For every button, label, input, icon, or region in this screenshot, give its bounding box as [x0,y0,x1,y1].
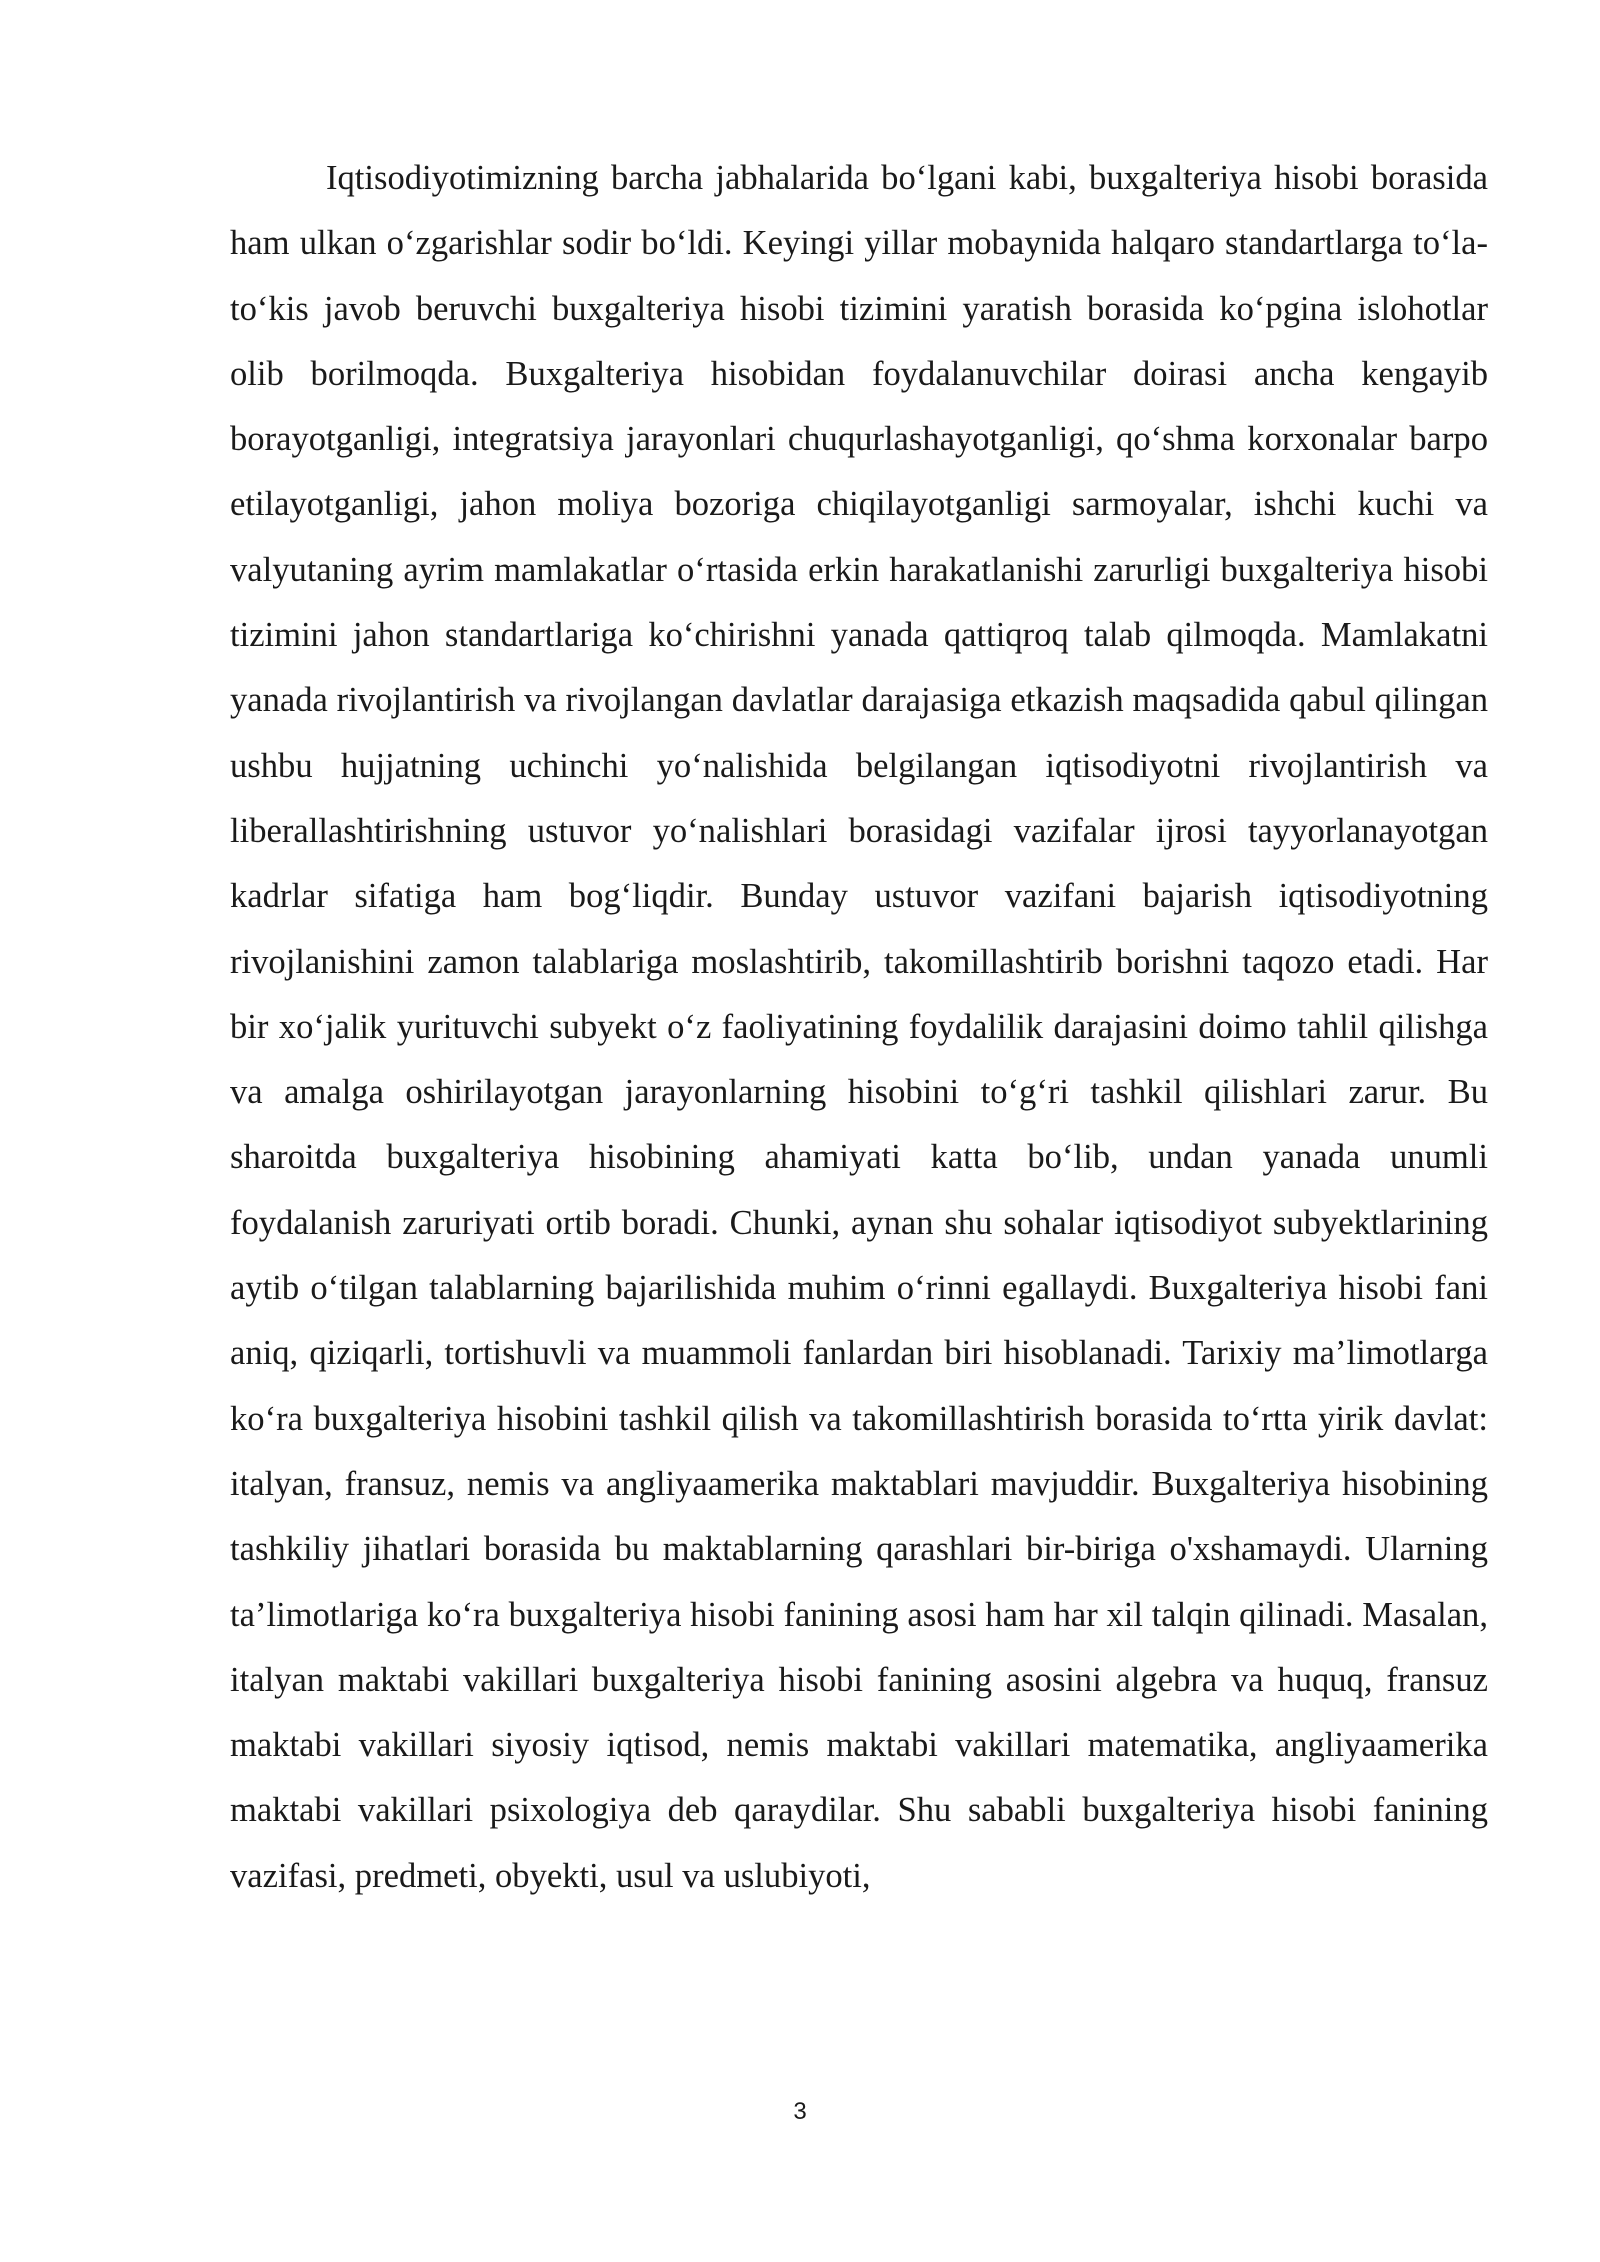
body-paragraph: Iqtisodiyotimizning barcha jabhalarida bo‘lgani kabi, buxgalteriya hisobi borasida ham ulkan o‘zgarishlar sodir bo‘ldi. Keyingi yillar mobaynida halqaro standartlarga to‘la-to‘kis javob beruvchi buxgalteriya hisobi tizimini yaratish borasida ko‘pgina islohotlar olib borilmoqda. Buxgalteriya hisobidan foydalanuvchilar doirasi ancha kengayib borayotganligi, integratsiya jarayonlari chuqurlashayotganligi, qo‘shma korxonalar barpo etilayotganligi, jahon moliya bozoriga chiqilayotganligi sarmoyalar, ishchi kuchi va valyutaning ayrim mamlakatlar o‘rtasida erkin harakatlanishi zarurligi buxgalteriya hisobi tizimini jahon standartlariga ko‘chirishni yanada qattiqroq talab qilmoqda. Mamlakatni yanada rivojlantirish va rivojlangan davlatlar darajasiga etkazish maqsadida qabul qilingan ushbu hujjatning uchinchi yo‘nalishida belgilangan iqtisodiyotni rivojlantirish va liberallashtirishning ustuvor yo‘nalishlari borasidagi vazifalar ijrosi tayyorlanayotgan kadrlar sifatiga ham bog‘liqdir. Bunday ustuvor vazifani bajarish iqtisodiyotning rivojlanishini zamon talablariga moslashtirib, takomillashtirib borishni taqozo etadi. Har bir xo‘jalik yurituvchi subyekt o‘z faoliyatining foydalilik darajasini doimo tahlil qilishga va amalga oshirilayotgan jarayonlarning hisobini to‘g‘ri tashkil qilishlari zarur. Bu sharoitda buxgalteriya hisobining ahamiyati katta bo‘lib, undan yanada unumli foydalanish zaruriyati ortib boradi. Chunki, aynan shu sohalar iqtisodiyot subyektlarining aytib o‘tilgan talablarning bajarilishida muhim o‘rinni egallaydi. Buxgalteriya hisobi fani aniq, qiziqarli, tortishuvli va muammoli fanlardan biri hisoblanadi. Tarixiy ma’limotlarga ko‘ra buxgalteriya hisobini tashkil qilish va takomillashtirish borasida to‘rtta yirik davlat: italyan, fransuz, nemis va angliyaamerika maktablari mavjuddir. Buxgalteriya hisobining tashkiliy jihatlari borasida bu maktablarning qarashlari bir-biriga o'xshamaydi. Ularning ta’limotlariga ko‘ra buxgalteriya hisobi fanining asosi ham har xil talqin qilinadi. Masalan, italyan maktabi vakillari buxgalteriya hisobi fanining asosini algebra va huquq, fransuz maktabi vakillari siyosiy iqtisod, nemis maktabi vakillari matematika, angliyaamerika maktabi vakillari psixologiya deb qaraydilar. Shu sababli buxgalteriya hisobi fanining vazifasi, predmeti, obyekti, usul va uslubiyoti, [230,159,1488,1895]
page-number: 3 [793,2098,807,2125]
